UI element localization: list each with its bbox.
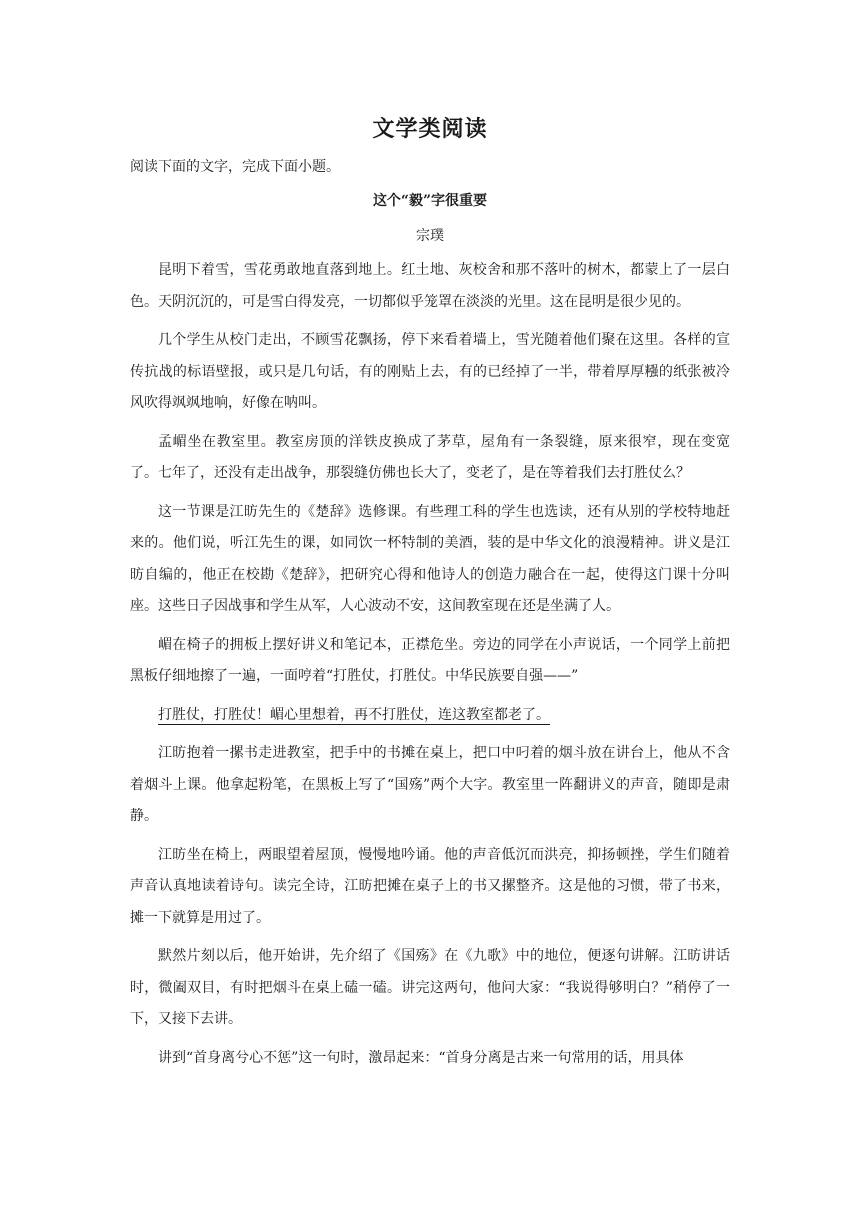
paragraph: 嵋在椅子的拥板上摆好讲义和笔记本，正襟危坐。旁边的同学在小声说话，一个同学上前把黑板仔细地擦了一遍，一面哼着“打胜仗，打胜仗。中华民族要自强——”: [130, 636, 730, 684]
paragraph: 昆明下着雪，雪花勇敢地直落到地上。红土地、灰校舍和那不落叶的树木，都蒙上了一层白色。天阴沉沉的，可是雪白得发亮，一切都似乎笼罩在淡淡的光里。这在昆明是很少见的。: [130, 262, 730, 310]
article-body: [130, 255, 730, 1081]
article-title: 这个“毅”字很重要: [372, 193, 488, 209]
paragraph: 默然片刻以后，他开始讲，先介绍了《国殇》在《九歌》中的地位，便逐句讲解。江昉讲话时，微阖双目，有时把烟斗在桌上磕一磕。讲完这两句，他问大家：“我说得够明白？”稍停了一下，又接下去讲。: [130, 948, 730, 1027]
underlined-paragraph: [130, 700, 730, 732]
paragraph: 讲到“首身离兮心不惩”这一句时，激昂起来：“首身分离是古来一句常用的话，用具体: [158, 1049, 684, 1066]
page-title: 文学类阅读: [372, 117, 488, 142]
reading-instruction: 阅读下面的文字，完成下面小题。: [130, 159, 340, 175]
paragraph: 江昉坐在椅上，两眼望着屋顶，慢慢地吟诵。他的声音低沉而洪亮，抑扬顿挫，学生们随着声音认真地读着诗句。读完全诗，江昉把摊在桌子上的书又摞整齐。这是他的习惯，带了书来，摊一下就算是用过了。: [130, 846, 730, 926]
article-author: 宗璞: [416, 228, 444, 244]
paragraph: 这一节课是江昉先生的《楚辞》选修课。有些理工科的学生也选读，还有从别的学校特地赶来的。他们说，听江先生的课，如同饮一杯特制的美酒，装的是中华文化的浪漫精神。讲义是江昉自编的，他正在校勘《楚辞》，把研究心得和他诗人的创造力融合在一起，使得这门课十分叫座。这些日子因战事和学生从军，人心波动不安，这间教室现在还是坐满了人。: [130, 503, 730, 614]
underlined-sentence: 打胜仗，打胜仗！嵋心里想着，再不打胜仗，连这教室都老了。: [158, 706, 550, 723]
paragraph: 几个学生从校门走出，不顾雪花飘扬，停下来看着墙上，雪光随着他们聚在这里。各样的宣传抗战的标语壁报，或只是几句话，有的刚贴上去，有的已经掉了一半，带着厚厚糨的纸张被冷风吹得飒飒地响，好像在呐叫。: [130, 332, 730, 411]
paragraph: 孟嵋坐在教室里。教室房顶的洋铁皮换成了茅草，屋角有一条裂缝，原来很窄，现在变宽了。七年了，还没有走出战争，那裂缝仿佛也长大了，变老了，是在等着我们去打胜仗么？: [130, 433, 730, 481]
paragraph: 江昉抱着一摞书走进教室，把手中的书摊在桌上，把口中叼着的烟斗放在讲台上，他从不含着烟斗上课。他拿起粉笔，在黑板上写了“国殇”两个大字。教室里一阵翻讲义的声音，随即是肃静。: [130, 745, 730, 824]
